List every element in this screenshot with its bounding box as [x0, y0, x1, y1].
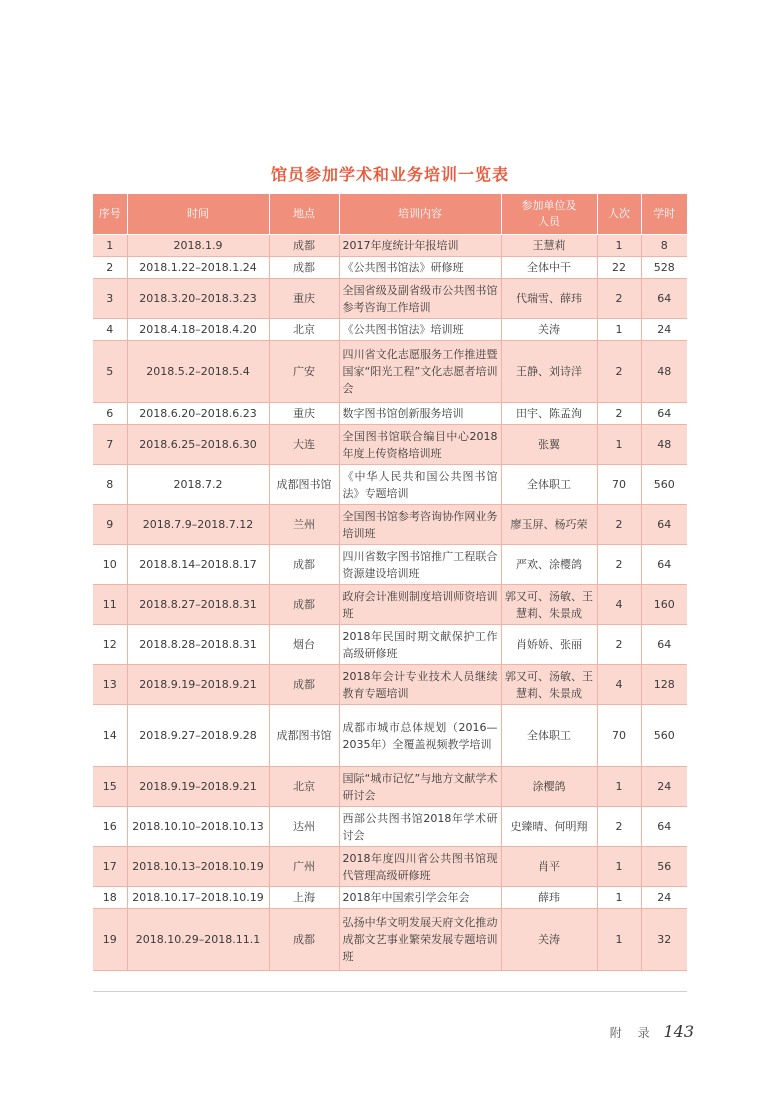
- cell-place: 重庆: [269, 403, 339, 425]
- cell-content: 全国图书馆联合编目中心2018年度上传资格培训班: [339, 425, 501, 465]
- cell-time: 2018.4.18–2018.4.20: [127, 319, 269, 341]
- table-row: [93, 767, 687, 807]
- cell-hours: 64: [641, 403, 687, 425]
- cell-participants: 郭又可、汤敏、王慧莉、朱景成: [501, 665, 597, 705]
- cell-count: 70: [597, 705, 641, 767]
- cell-count: 1: [597, 235, 641, 257]
- cell-content: 弘扬中华文明发展天府文化推动成都文艺事业繁荣发展专题培训班: [339, 909, 501, 971]
- cell-hours: 528: [641, 257, 687, 279]
- cell-place: 大连: [269, 425, 339, 465]
- cell-index: 4: [93, 319, 127, 341]
- cell-count: 1: [597, 847, 641, 887]
- cell-hours: 48: [641, 425, 687, 465]
- cell-participants: 关涛: [501, 319, 597, 341]
- cell-participants: 肖平: [501, 847, 597, 887]
- cell-index: 14: [93, 705, 127, 767]
- cell-content: 《中华人民共和国公共图书馆法》专题培训: [339, 465, 501, 505]
- cell-place: 广安: [269, 341, 339, 403]
- cell-participants: 严欢、涂樱鸽: [501, 545, 597, 585]
- cell-place: 北京: [269, 767, 339, 807]
- cell-participants: 张翼: [501, 425, 597, 465]
- cell-content: 政府会计准则制度培训师资培训班: [339, 585, 501, 625]
- table-row: [93, 341, 687, 403]
- cell-count: 1: [597, 425, 641, 465]
- table-row: [93, 257, 687, 279]
- table-header-row: [93, 194, 687, 235]
- cell-hours: 64: [641, 625, 687, 665]
- cell-hours: 24: [641, 887, 687, 909]
- cell-index: 10: [93, 545, 127, 585]
- cell-place: 成都图书馆: [269, 465, 339, 505]
- cell-participants: 全体中干: [501, 257, 597, 279]
- cell-index: 7: [93, 425, 127, 465]
- cell-hours: 56: [641, 847, 687, 887]
- cell-time: 2018.9.27–2018.9.28: [127, 705, 269, 767]
- cell-participants: 史臻晴、何明翔: [501, 807, 597, 847]
- cell-time: 2018.10.13–2018.10.19: [127, 847, 269, 887]
- cell-time: 2018.3.20–2018.3.23: [127, 279, 269, 319]
- cell-time: 2018.10.10–2018.10.13: [127, 807, 269, 847]
- appendix-label: 附 录: [609, 1026, 656, 1040]
- cell-count: 4: [597, 665, 641, 705]
- cell-time: 2018.5.2–2018.5.4: [127, 341, 269, 403]
- cell-participants: 王静、刘诗洋: [501, 341, 597, 403]
- cell-count: 2: [597, 403, 641, 425]
- cell-time: 2018.9.19–2018.9.21: [127, 767, 269, 807]
- table-row: [93, 545, 687, 585]
- cell-time: 2018.1.22–2018.1.24: [127, 257, 269, 279]
- cell-place: 成都图书馆: [269, 705, 339, 767]
- header-hours: 学时: [641, 194, 687, 235]
- cell-count: 2: [597, 279, 641, 319]
- table-row: [93, 465, 687, 505]
- cell-time: 2018.8.28–2018.8.31: [127, 625, 269, 665]
- cell-hours: 32: [641, 909, 687, 971]
- cell-participants: 全体职工: [501, 465, 597, 505]
- table-row: [93, 807, 687, 847]
- cell-content: 全国图书馆参考咨询协作网业务培训班: [339, 505, 501, 545]
- cell-time: 2018.6.25–2018.6.30: [127, 425, 269, 465]
- header-count: 人次: [597, 194, 641, 235]
- cell-count: 2: [597, 505, 641, 545]
- cell-count: 1: [597, 767, 641, 807]
- table-body: [93, 235, 687, 971]
- table-row: [93, 279, 687, 319]
- cell-count: 2: [597, 807, 641, 847]
- cell-index: 2: [93, 257, 127, 279]
- cell-index: 9: [93, 505, 127, 545]
- cell-index: 18: [93, 887, 127, 909]
- table-row: [93, 235, 687, 257]
- cell-content: 2017年度统计年报培训: [339, 235, 501, 257]
- table-row: [93, 705, 687, 767]
- table-row: [93, 403, 687, 425]
- table-row: [93, 505, 687, 545]
- table-bottom-rule: [93, 991, 687, 992]
- cell-hours: 64: [641, 545, 687, 585]
- table-row: [93, 665, 687, 705]
- cell-place: 烟台: [269, 625, 339, 665]
- cell-count: 22: [597, 257, 641, 279]
- cell-participants: 关涛: [501, 909, 597, 971]
- cell-place: 成都: [269, 235, 339, 257]
- cell-count: 2: [597, 625, 641, 665]
- table-row: [93, 625, 687, 665]
- cell-place: 成都: [269, 545, 339, 585]
- cell-index: 13: [93, 665, 127, 705]
- cell-index: 19: [93, 909, 127, 971]
- cell-participants: 涂樱鸽: [501, 767, 597, 807]
- cell-content: 四川省文化志愿服务工作推进暨国家“阳光工程”文化志愿者培训会: [339, 341, 501, 403]
- table-row: [93, 909, 687, 971]
- cell-hours: 64: [641, 505, 687, 545]
- cell-hours: 8: [641, 235, 687, 257]
- cell-content: 《公共图书馆法》培训班: [339, 319, 501, 341]
- cell-place: 成都: [269, 665, 339, 705]
- cell-index: 16: [93, 807, 127, 847]
- cell-content: 西部公共图书馆2018年学术研讨会: [339, 807, 501, 847]
- cell-participants: 王慧莉: [501, 235, 597, 257]
- cell-time: 2018.10.17–2018.10.19: [127, 887, 269, 909]
- cell-hours: 64: [641, 279, 687, 319]
- cell-index: 17: [93, 847, 127, 887]
- cell-place: 上海: [269, 887, 339, 909]
- cell-count: 4: [597, 585, 641, 625]
- cell-content: 数字图书馆创新服务培训: [339, 403, 501, 425]
- cell-place: 重庆: [269, 279, 339, 319]
- cell-hours: 48: [641, 341, 687, 403]
- cell-hours: 160: [641, 585, 687, 625]
- header-place: 地点: [269, 194, 339, 235]
- table-row: [93, 847, 687, 887]
- cell-content: 2018年会计专业技术人员继续教育专题培训: [339, 665, 501, 705]
- cell-time: 2018.9.19–2018.9.21: [127, 665, 269, 705]
- cell-content: 成都市城市总体规划（2016—2035年）全覆盖视频教学培训: [339, 705, 501, 767]
- cell-count: 1: [597, 909, 641, 971]
- cell-time: 2018.10.29–2018.11.1: [127, 909, 269, 971]
- cell-index: 5: [93, 341, 127, 403]
- cell-count: 70: [597, 465, 641, 505]
- cell-index: 8: [93, 465, 127, 505]
- header-content: 培训内容: [339, 194, 501, 235]
- header-participants-text: 参加单位及人员: [521, 199, 577, 228]
- cell-participants: 郭又可、汤敏、王慧莉、朱景成: [501, 585, 597, 625]
- page-footer: [610, 1022, 694, 1041]
- cell-count: 1: [597, 319, 641, 341]
- cell-time: 2018.7.9–2018.7.12: [127, 505, 269, 545]
- cell-time: 2018.7.2: [127, 465, 269, 505]
- cell-content: 《公共图书馆法》研修班: [339, 257, 501, 279]
- cell-time: 2018.8.14–2018.8.17: [127, 545, 269, 585]
- cell-place: 北京: [269, 319, 339, 341]
- cell-content: 2018年民国时期文献保护工作高级研修班: [339, 625, 501, 665]
- cell-hours: 560: [641, 705, 687, 767]
- table-row: [93, 585, 687, 625]
- cell-participants: 肖娇娇、张丽: [501, 625, 597, 665]
- cell-content: 2018年中国索引学会年会: [339, 887, 501, 909]
- cell-content: 国际“城市记忆”与地方文献学术研讨会: [339, 767, 501, 807]
- table-row: [93, 319, 687, 341]
- cell-count: 2: [597, 341, 641, 403]
- cell-hours: 24: [641, 319, 687, 341]
- cell-place: 广州: [269, 847, 339, 887]
- cell-time: 2018.1.9: [127, 235, 269, 257]
- cell-index: 11: [93, 585, 127, 625]
- cell-content: 全国省级及副省级市公共图书馆参考咨询工作培训: [339, 279, 501, 319]
- cell-index: 6: [93, 403, 127, 425]
- cell-hours: 560: [641, 465, 687, 505]
- cell-index: 15: [93, 767, 127, 807]
- cell-place: 成都: [269, 257, 339, 279]
- cell-place: 成都: [269, 909, 339, 971]
- cell-index: 3: [93, 279, 127, 319]
- table-row: [93, 887, 687, 909]
- cell-count: 1: [597, 887, 641, 909]
- cell-index: 1: [93, 235, 127, 257]
- cell-content: 四川省数字图书馆推广工程联合资源建设培训班: [339, 545, 501, 585]
- page-title: 馆员参加学术和业务培训一览表: [270, 165, 509, 184]
- table-row: [93, 425, 687, 465]
- cell-place: 达州: [269, 807, 339, 847]
- header-participants: [501, 194, 597, 235]
- cell-participants: 全体职工: [501, 705, 597, 767]
- page-number: 143: [663, 1022, 694, 1041]
- cell-hours: 128: [641, 665, 687, 705]
- cell-index: 12: [93, 625, 127, 665]
- cell-participants: 代瑞雪、薛玮: [501, 279, 597, 319]
- cell-time: 2018.8.27–2018.8.31: [127, 585, 269, 625]
- training-table: [93, 194, 687, 971]
- cell-participants: 廖玉屏、杨巧荣: [501, 505, 597, 545]
- cell-place: 兰州: [269, 505, 339, 545]
- cell-participants: 薛玮: [501, 887, 597, 909]
- cell-time: 2018.6.20–2018.6.23: [127, 403, 269, 425]
- cell-content: 2018年度四川省公共图书馆现代管理高级研修班: [339, 847, 501, 887]
- cell-hours: 24: [641, 767, 687, 807]
- header-index: 序号: [93, 194, 127, 235]
- cell-count: 2: [597, 545, 641, 585]
- cell-place: 成都: [269, 585, 339, 625]
- cell-hours: 64: [641, 807, 687, 847]
- cell-participants: 田宇、陈孟洵: [501, 403, 597, 425]
- header-time: 时间: [127, 194, 269, 235]
